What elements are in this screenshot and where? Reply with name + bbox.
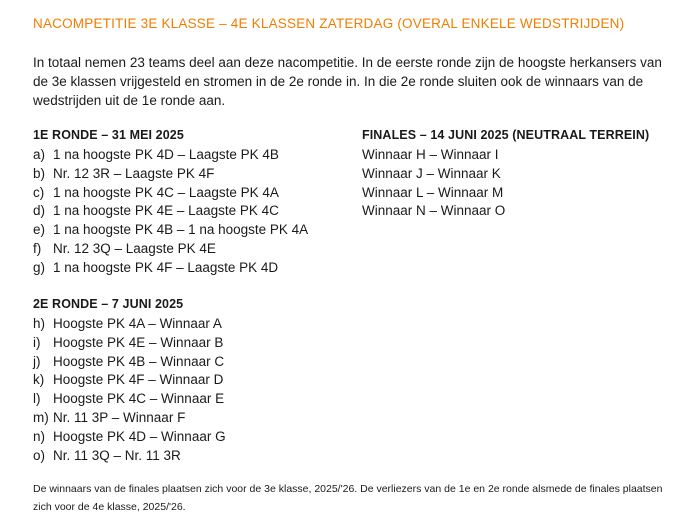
list-item <box>33 259 308 278</box>
match-marker: h) <box>33 316 46 331</box>
match-text: Hoogste PK 4E – Winnaar B <box>53 334 224 350</box>
match-text: 1 na hoogste PK 4B – 1 na hoogste PK 4A <box>53 222 309 238</box>
list-item <box>33 240 308 259</box>
list-item <box>33 390 226 409</box>
match-text: Hoogste PK 4A – Winnaar A <box>53 316 222 331</box>
list-item: Winnaar J – Winnaar K <box>362 165 501 181</box>
list-item <box>33 334 226 353</box>
match-text: Nr. 11 3P – Winnaar F <box>53 409 186 425</box>
match-marker: m) <box>33 409 49 425</box>
list-item <box>33 202 308 221</box>
match-text: Hoogste PK 4B – Winnaar C <box>53 353 225 369</box>
match-text: Hoogste PK 4C – Winnaar E <box>53 391 225 407</box>
round-1-section <box>33 126 308 278</box>
list-item <box>33 447 226 466</box>
match-marker: i) <box>33 334 41 350</box>
match-text: Nr. 11 3Q – Nr. 11 3R <box>53 447 181 463</box>
list-item <box>33 184 308 203</box>
finals-section <box>362 126 649 221</box>
round-1-heading: 1E RONDE – 31 MEI 2025 <box>33 128 184 142</box>
list-item <box>33 371 226 390</box>
match-text: 1 na hoogste PK 4E – Laagste PK 4C <box>53 203 279 219</box>
page-title: NACOMPETITIE 3E KLASSE – 4E KLASSEN ZATERDAG (OVERAL ENKELE WEDSTRIJDEN) <box>33 16 625 31</box>
list-item <box>33 428 226 447</box>
list-item <box>33 409 226 428</box>
list-item <box>33 221 308 240</box>
list-item <box>33 315 226 334</box>
match-text: 1 na hoogste PK 4D – Laagste PK 4B <box>53 147 279 162</box>
match-marker: a) <box>33 147 46 162</box>
match-text: Nr. 12 3Q – Laagste PK 4E <box>53 240 216 256</box>
finals-heading: FINALES – 14 JUNI 2025 (NEUTRAAL TERREIN) <box>362 128 650 142</box>
list-item <box>33 146 308 165</box>
match-marker: n) <box>33 428 46 444</box>
round-1-list <box>33 146 308 278</box>
match-marker: c) <box>33 184 45 200</box>
round-2-list <box>33 315 226 465</box>
list-item: Winnaar L – Winnaar M <box>362 184 504 200</box>
list-item <box>33 165 308 184</box>
footnote: De winnaars van de finales plaatsen zich voor de 3e klasse, 2025/'26. De verliezers van de 1e en 2e ronde alsmede de finales plaatsen zich voor de 4e klasse, 2025/'26. <box>33 483 663 513</box>
list-item: Winnaar H – Winnaar I <box>362 147 499 162</box>
list-item <box>33 353 226 372</box>
match-marker: l) <box>33 391 41 407</box>
match-text: Hoogste PK 4F – Winnaar D <box>53 372 224 388</box>
match-marker: b) <box>33 165 46 181</box>
match-marker: d) <box>33 203 46 219</box>
intro-paragraph: In totaal nemen 23 teams deel aan deze nacompetitie. In de eerste ronde zijn de hoogste herkansers van de 3e klassen vrijgesteld en stromen in de 2e ronde in. In die 2e ronde sluiten ook de winnaars van de wedstrijden uit de 1e ronde aan. <box>33 55 662 108</box>
match-marker: g) <box>33 259 46 275</box>
match-marker: j) <box>33 353 41 369</box>
round-2-section <box>33 295 226 465</box>
match-marker: f) <box>33 240 42 256</box>
match-marker: o) <box>33 447 46 463</box>
list-item: Winnaar N – Winnaar O <box>362 203 506 219</box>
match-text: 1 na hoogste PK 4C – Laagste PK 4A <box>53 184 279 200</box>
match-text: 1 na hoogste PK 4F – Laagste PK 4D <box>53 259 279 275</box>
match-marker: k) <box>33 372 45 388</box>
round-2-heading: 2E RONDE – 7 JUNI 2025 <box>33 297 184 311</box>
match-text: Nr. 12 3R – Laagste PK 4F <box>53 165 215 181</box>
match-text: Hoogste PK 4D – Winnaar G <box>53 428 226 444</box>
finals-list <box>362 146 649 221</box>
match-marker: e) <box>33 222 46 238</box>
